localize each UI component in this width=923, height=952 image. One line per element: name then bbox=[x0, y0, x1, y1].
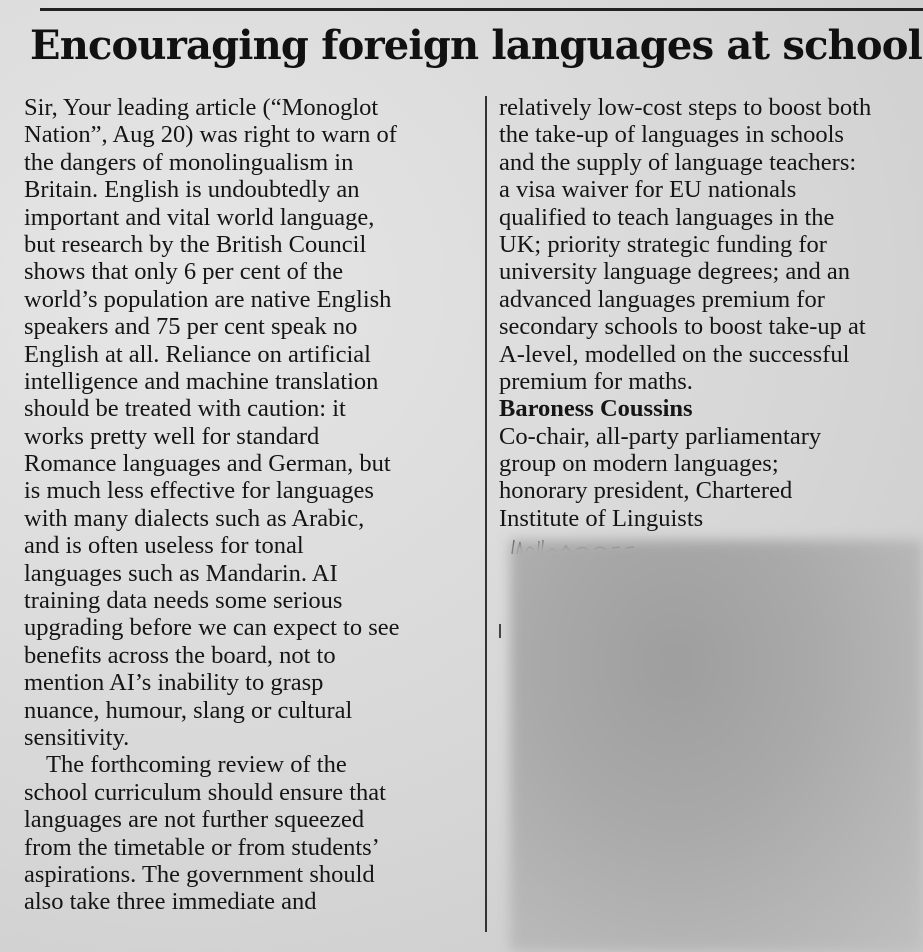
left-line: world’s population are native English bbox=[24, 285, 392, 313]
right-line: and the supply of language teachers: bbox=[499, 148, 857, 176]
redacted-area bbox=[510, 540, 923, 952]
left-line: from the timetable or from students’ bbox=[24, 833, 380, 861]
left-line: benefits across the board, not to bbox=[24, 641, 336, 669]
left-line: school curriculum should ensure that bbox=[24, 778, 386, 806]
left-line: Sir, Your leading article (“Monoglot bbox=[24, 94, 379, 121]
left-column bbox=[24, 94, 486, 916]
left-line: Romance languages and German, but bbox=[24, 450, 391, 478]
right-line: a visa waiver for EU nationals bbox=[499, 176, 797, 204]
left-line: should be treated with caution: it bbox=[24, 395, 346, 423]
left-line: the dangers of monolingualism in bbox=[24, 148, 354, 176]
left-line: Nation”, Aug 20) was right to warn of bbox=[24, 121, 397, 149]
right-line: premium for maths. bbox=[499, 367, 693, 395]
right-line: secondary schools to boost take-up at bbox=[499, 313, 866, 341]
left-line: languages such as Mandarin. AI bbox=[24, 559, 338, 587]
left-line: speakers and 75 per cent speak no bbox=[24, 313, 358, 341]
left-line: with many dialects such as Arabic, bbox=[24, 504, 365, 532]
left-line: training data needs some serious bbox=[24, 587, 343, 615]
right-column bbox=[499, 94, 923, 532]
left-line: sensitivity. bbox=[24, 723, 130, 751]
left-line: English at all. Reliance on artificial bbox=[24, 340, 371, 368]
right-line: advanced languages premium for bbox=[499, 285, 825, 313]
left-line: but research by the British Council bbox=[24, 230, 367, 258]
left-line: The forthcoming review of the bbox=[46, 751, 347, 779]
left-line: languages are not further squeezed bbox=[24, 806, 365, 834]
right-line: university language degrees; and an bbox=[499, 258, 851, 286]
left-line: intelligence and machine translation bbox=[24, 367, 379, 395]
affiliation-line: Institute of Linguists bbox=[499, 504, 704, 532]
affiliation-line: Co-chair, all-party parliamentary bbox=[499, 422, 822, 450]
left-line: upgrading before we can expect to see bbox=[24, 614, 400, 642]
left-line: shows that only 6 per cent of the bbox=[24, 258, 344, 286]
author-name: Baroness Coussins bbox=[499, 395, 693, 423]
affiliation-line: group on modern languages; bbox=[499, 450, 779, 478]
right-line: UK; priority strategic funding for bbox=[499, 230, 827, 258]
left-line: also take three immediate and bbox=[24, 888, 317, 916]
right-line: the take-up of languages in schools bbox=[499, 121, 844, 149]
tick-mark bbox=[499, 624, 501, 638]
left-line: Britain. English is undoubtedly an bbox=[24, 176, 360, 204]
right-line: A-level, modelled on the successful bbox=[499, 340, 850, 368]
right-line: qualified to teach languages in the bbox=[499, 203, 835, 231]
right-line: relatively low-cost steps to boost both bbox=[499, 94, 872, 121]
left-line: works pretty well for standard bbox=[24, 422, 320, 450]
headline: Encouraging foreign languages at school bbox=[30, 22, 923, 69]
top-rule bbox=[40, 8, 923, 11]
left-line: is much less effective for languages bbox=[24, 477, 374, 505]
affiliation-line: honorary president, Chartered bbox=[499, 477, 793, 505]
left-line: nuance, humour, slang or cultural bbox=[24, 696, 353, 724]
left-line: aspirations. The government should bbox=[24, 860, 375, 888]
left-line: and is often useless for tonal bbox=[24, 532, 304, 560]
column-rule bbox=[485, 96, 487, 932]
left-line: mention AI’s inability to grasp bbox=[24, 669, 324, 697]
left-line: important and vital world language, bbox=[24, 203, 375, 231]
